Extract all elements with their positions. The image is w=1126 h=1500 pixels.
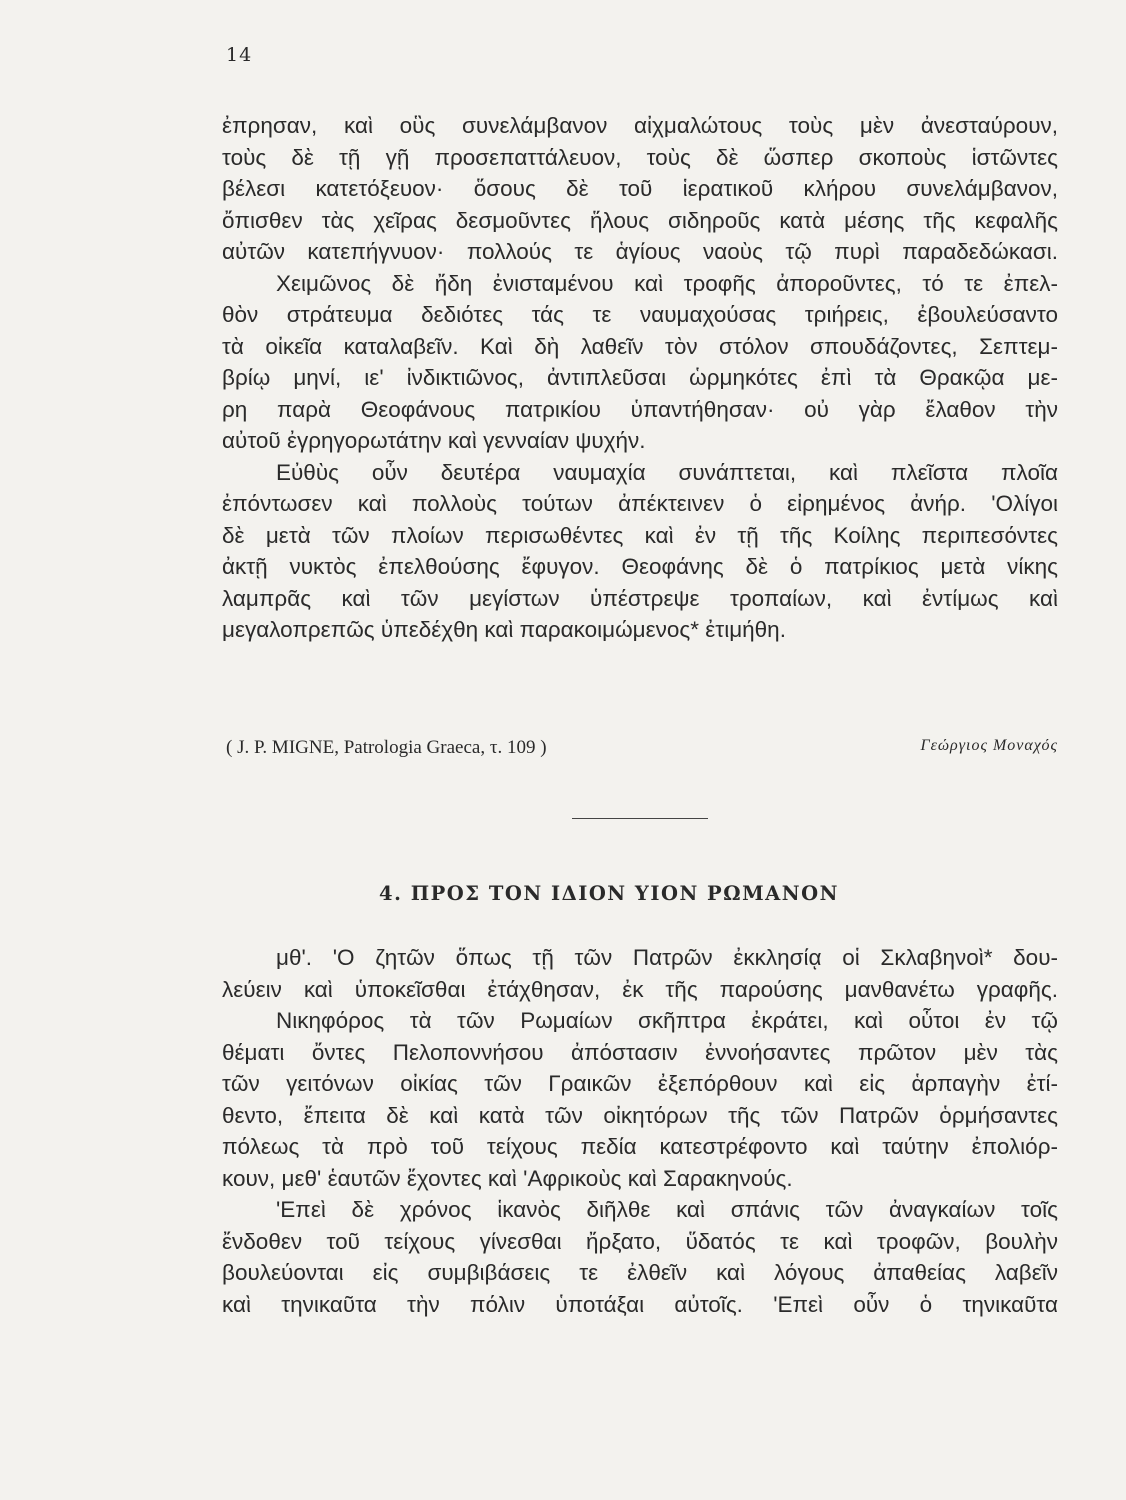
- text-line: ἀκτῇ νυκτὸς ἐπελθούσης ἔφυγον. Θεοφάνης δὲ ὁ πατρίκιος μετὰ νίκης: [222, 554, 1058, 579]
- text-line: θέματι ὄντες Πελοποννήσου ἀπόστασιν ἐννοήσαντες πρῶτον μὲν τὰς: [222, 1039, 1058, 1065]
- text-line: τὰ οἰκεῖα καταλαβεῖν. Καὶ δὴ λαθεῖν τὸν στόλον σπουδάζοντες, Σεπτεμ-: [222, 333, 1058, 359]
- section-divider: [572, 818, 708, 819]
- text-line: θὸν στράτευμα δεδιότες τάς τε ναυμαχούσας τριήρεις, ἐβουλεύσαντο: [222, 302, 1058, 327]
- text-line: Νικηφόρος τὰ τῶν Ρωμαίων σκῆπτρα ἐκράτει, καὶ οὗτοι ἐν τῷ: [276, 1008, 1058, 1033]
- citation: [222, 737, 1058, 767]
- text-line: βρίῳ μηνί, ιε' ἰνδικτιῶνος, ἀντιπλεῦσαι ὡρμηκότες ἐπὶ τὰ Θρακῷα με-: [222, 365, 1058, 390]
- text-line: ἔνδοθεν τοῦ τείχους γίνεσθαι ἤρξατο, ὕδατός τε καὶ τροφῶν, βουλὴν: [222, 1228, 1058, 1254]
- passage-1: [222, 110, 1058, 646]
- text-line: βουλεύονται εἰς συμβιβάσεις τε ἐλθεῖν καὶ λόγους ἀπαθείας λαβεῖν: [222, 1260, 1058, 1285]
- text-line: τῶν γειτόνων οἰκίας τῶν Γραικῶν ἐξεπόρθουν καὶ εἰς ἁρπαγὴν ἐτί-: [222, 1071, 1058, 1096]
- text-line: βέλεσι κατετόξευον· ὅσους δὲ τοῦ ἱερατικοῦ κλήρου συνελάμβανον,: [222, 176, 1058, 201]
- text-line: ὄπισθεν τὰς χεῖρας δεσμοῦντες ἥλους σιδηροῦς κατὰ μέσης τῆς κεφαλῆς: [222, 207, 1058, 233]
- passage-2: [222, 942, 1058, 1320]
- text-line: λεύειν καὶ ὑποκεῖσθαι ἐτάχθησαν, ἐκ τῆς παρούσης μανθανέτω γραφῆς.: [222, 976, 1058, 1002]
- text-line: αὐτῶν κατεπήγνυον· πολλούς τε ἁγίους ναοὺς τῷ πυρὶ παραδεδώκασι.: [222, 239, 1058, 264]
- text-line: δὲ μετὰ τῶν πλοίων περισωθέντες καὶ ἐν τῇ τῆς Κοίλης περιπεσόντες: [222, 522, 1058, 548]
- text-line: Εὐθὺς οὖν δευτέρα ναυμαχία συνάπτεται, καὶ πλεῖστα πλοῖα: [276, 459, 1058, 485]
- text-line: τοὺς δὲ τῇ γῇ προσεπαττάλευον, τοὺς δὲ ὥσπερ σκοποὺς ἱστῶντες: [222, 144, 1058, 170]
- text-line: κουν, μεθ' ἑαυτῶν ἔχοντες καὶ 'Αφρικοὺς καὶ Σαρακηνούς.: [222, 1165, 793, 1191]
- page-number: 14: [226, 44, 253, 66]
- text-line: 'Επεὶ δὲ χρόνος ἱκανὸς διῆλθε καὶ σπάνις τῶν ἀναγκαίων τοῖς: [276, 1197, 1058, 1222]
- text-line: πόλεως τὰ πρὸ τοῦ τείχους πεδία κατεστρέφοντο καὶ ταύτην ἐπολιόρ-: [222, 1134, 1058, 1159]
- text-line: Χειμῶνος δὲ ἤδη ἐνισταμένου καὶ τροφῆς ἀποροῦντες, τό τε ἐπελ-: [276, 270, 1058, 296]
- text-line: ἐπόντωσεν καὶ πολλοὺς τούτων ἀπέκτεινεν ὁ εἰρημένος ἀνήρ. 'Ολίγοι: [222, 491, 1058, 516]
- text-line: μθ'. 'Ο ζητῶν ὅπως τῇ τῶν Πατρῶν ἐκκλησίᾳ οἱ Σκλαβηνοὶ* δου-: [276, 945, 1058, 970]
- text-line: θεντο, ἔπειτα δὲ καὶ κατὰ τῶν οἰκητόρων τῆς τῶν Πατρῶν ὁρμήσαντες: [222, 1102, 1058, 1128]
- text-line: λαμπρᾶς καὶ τῶν μεγίστων ὑπέστρεψε τροπαίων, καὶ ἐντίμως καὶ: [222, 585, 1058, 611]
- text-line: αὐτοῦ ἐγρηγορωτάτην καὶ γενναίαν ψυχήν.: [222, 428, 646, 453]
- citation-author: Γεώργιος Μοναχός: [920, 737, 1058, 754]
- text-line: ρη παρὰ Θεοφάνους πατρικίου ὑπαντήθησαν· οὐ γὰρ ἔλαθον τὴν: [222, 396, 1058, 422]
- citation-source: ( J. P. MIGNE, Patrologia Graeca, τ. 109 ): [226, 737, 547, 758]
- text-line: μεγαλοπρεπῶς ὑπεδέχθη καὶ παρακοιμώμενος* ἐτιμήθη.: [222, 617, 786, 642]
- text-line: καὶ τηνικαῦτα τὴν πόλιν ὑποτάξαι αὐτοῖς. 'Επεὶ οὖν ὁ τηνικαῦτα: [222, 1291, 1058, 1317]
- section-title: 4. ΠΡΟΣ ΤΟΝ ΙΔΙΟΝ ΥΙΟΝ ΡΩΜΑΝΟΝ: [379, 882, 839, 905]
- text-line: ἐπρησαν, καὶ οὓς συνελάμβανον αἰχμαλώτους τοὺς μὲν ἀνεσταύρουν,: [222, 113, 1058, 138]
